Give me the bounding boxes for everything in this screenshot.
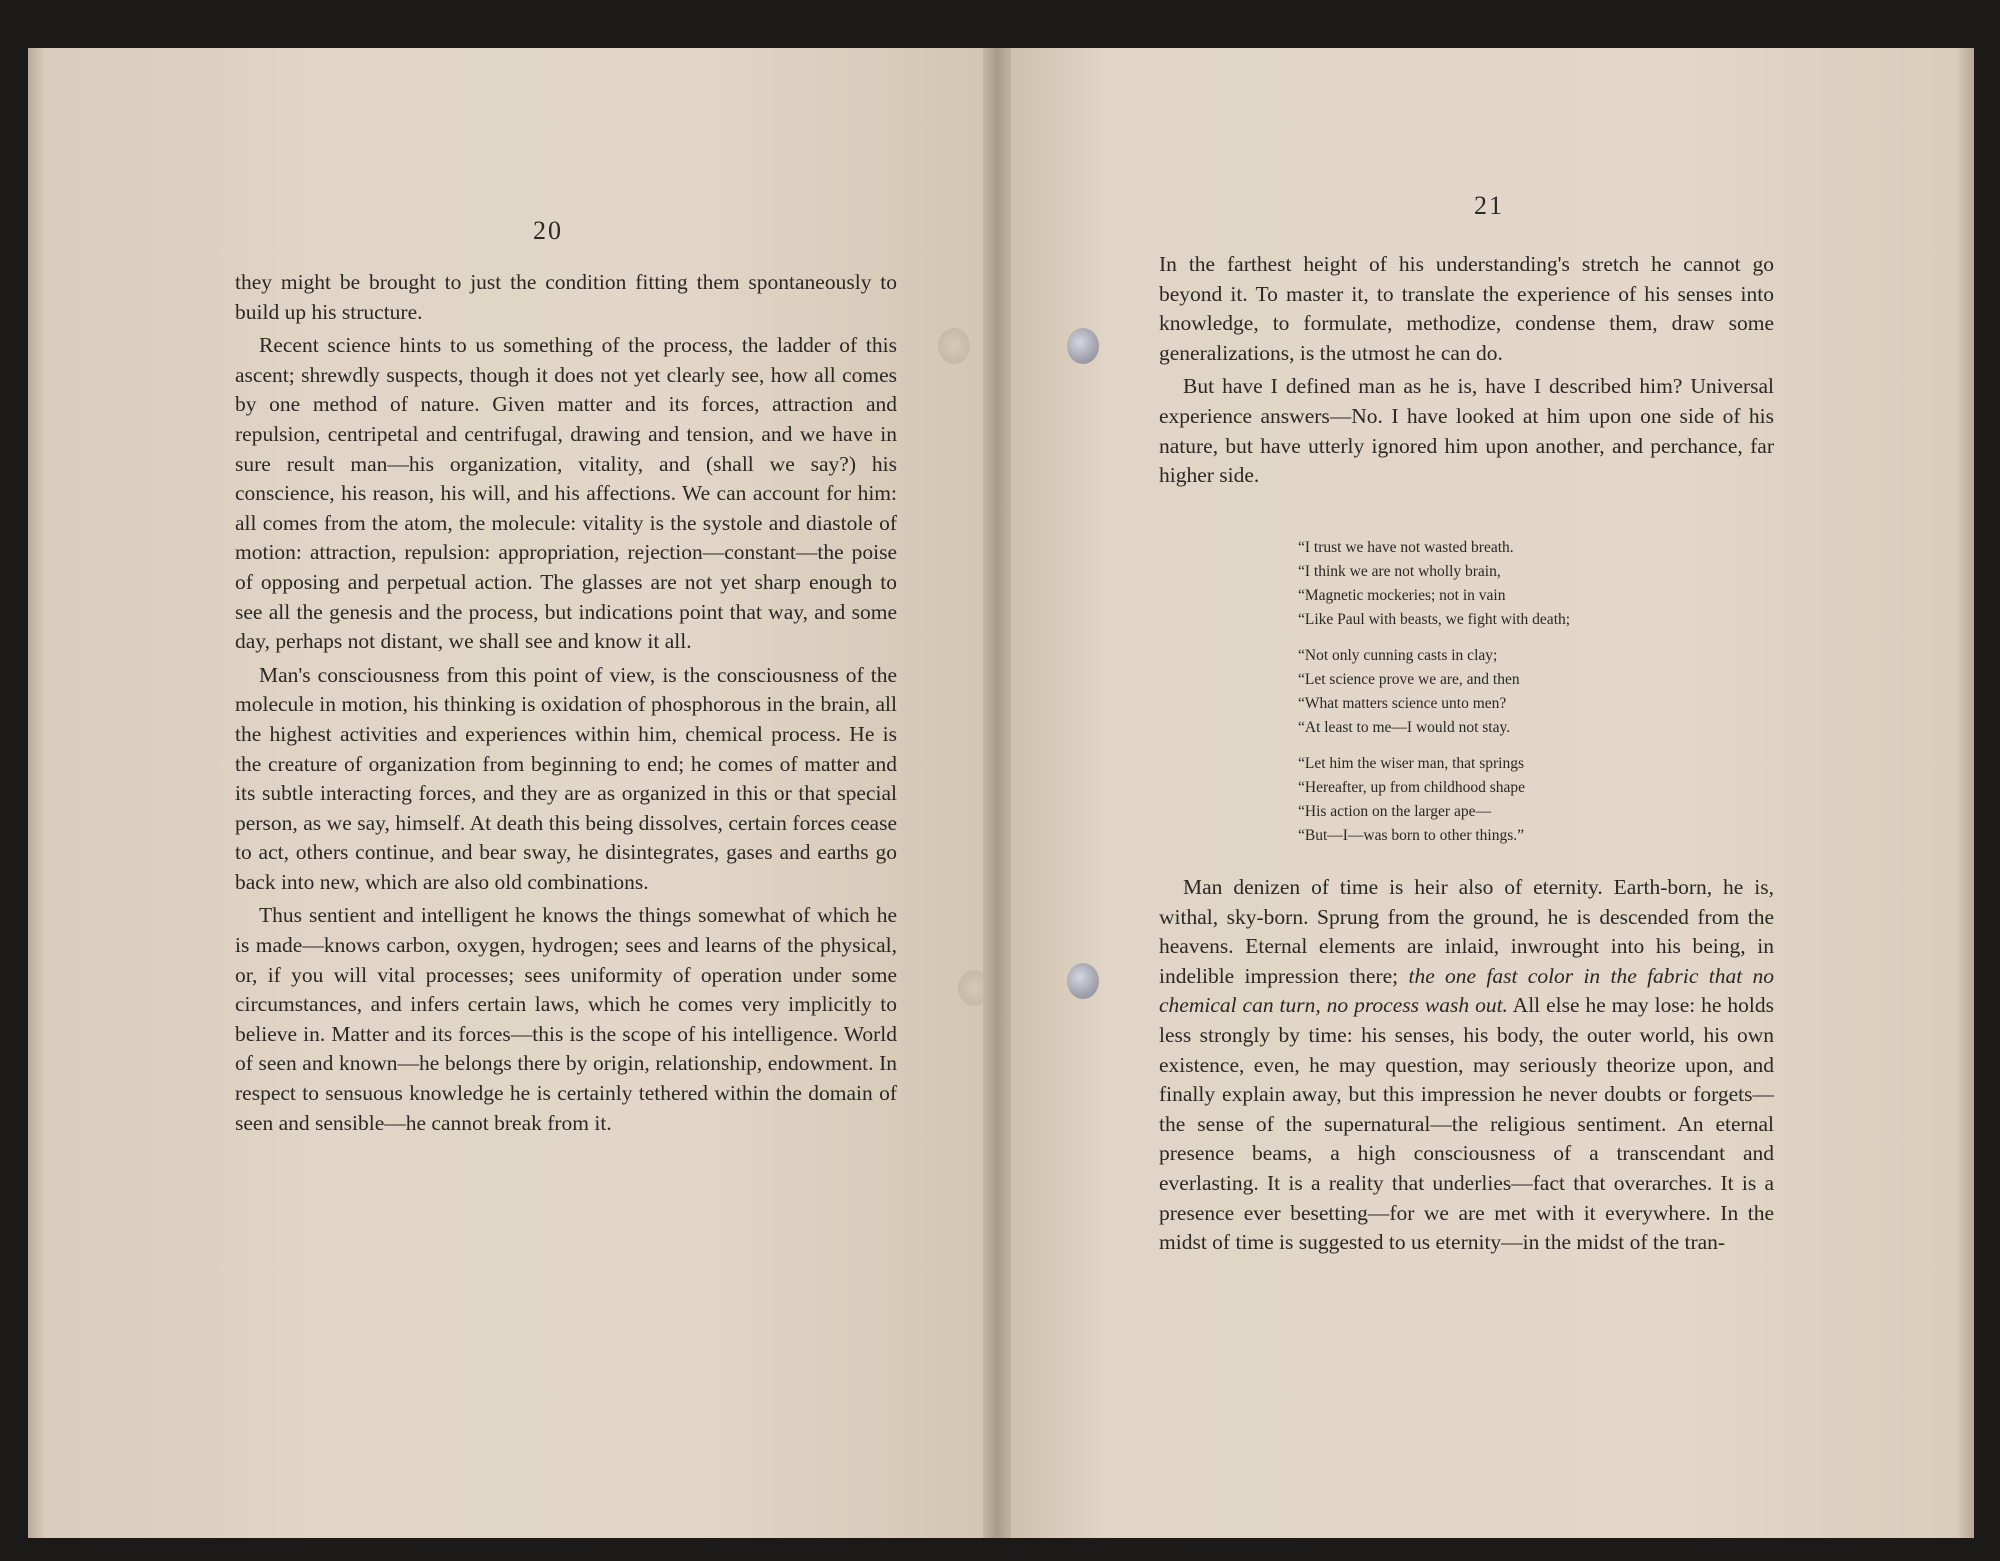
right-page [1011,48,1974,1538]
paragraph: In the farthest height of his understanding's stretch he cannot go beyond it. To master it, to translate the experience of his senses into knowledge, to formulate, methodize, condense them, draw some generalizations, is the utmost he can do. [1159,252,1774,365]
text-run: Man denizen of time is heir also of eternity. Earth-born, he is, withal, sky-born. Sprung from the ground, he is descended from the heavens. Eternal elements are inlaid, inwrought into his being, in indelible impression there; [1159,875,1774,988]
poem-line: “But—I—was born to other things.” [1298,827,1525,844]
right-page-body-bottom [1159,873,1774,1262]
binding-hole [1067,963,1099,999]
paragraph [1159,873,1774,1258]
poem-line: “At least to me—I would not stay. [1298,719,1511,736]
poem-stanza [1298,644,1570,740]
paragraph: they might be brought to just the condition fitting them spontaneously to build up his structure. [235,270,897,324]
right-page-body-top [1159,250,1774,495]
poem-line: “Like Paul with beasts, we fight with death; [1298,611,1571,628]
poem-stanza [1298,536,1570,632]
book-spread [28,48,1974,1538]
binding-hole [1067,328,1099,364]
poem-line: “Let him the wiser man, that springs [1298,755,1524,772]
poem-line: “Not only cunning casts in clay; [1298,647,1498,664]
page-number-right: 21 [1474,191,1504,220]
binding-hole-ghost [938,328,970,364]
poem-line: “Let science prove we are, and then [1298,671,1520,688]
paragraph: Recent science hints to us something of the process, the ladder of this ascent; shrewdly suspects, though it does not yet clearly see, how all comes by one method of nature. Given matter and its forces, attraction and repulsion, centripetal and centrifugal, drawing and tension, and we have in sure result man—his organization, vitality, and (shall we say?) his conscience, his reason, his will, and his affections. We can account for him: all comes from the atom, the molecule: vitality is the systole and diastole of motion: attraction, repulsion: appropriation, rejection—constant—the poise of opposing and perpetual action. The glasses are not yet sharp enough to see all the genesis and the process, but indications point that way, and some day, perhaps not distant, we shall see and know it all. [235,333,897,654]
poem-line: “His action on the larger ape— [1298,803,1491,820]
paragraph: But have I defined man as he is, have I described him? Universal experience answers—No. I have looked at him upon one side of his nature, but have utterly ignored him upon another, and perchance, far higher side. [1159,374,1774,488]
paragraph: Man's consciousness from this point of view, is the consciousness of the molecule in motion, his thinking is oxidation of phosphorous in the brain, all the highest activities and experiences within him, chemical process. He is the creature of organization from beginning to end; he comes of matter and its subtle interacting forces, and they are as organized in this or that special person, as we say, himself. At death this being dissolves, certain forces cease to act, others continue, and bear sway, he disintegrates, gases and earths go back into new, which are also old combinations. [235,662,897,894]
book-gutter [983,48,1011,1538]
left-page-body [235,268,897,1142]
left-page [28,48,983,1538]
poem-line: “What matters science unto men? [1298,695,1507,712]
page-number-left: 20 [533,216,563,245]
poem-line: “I think we are not wholly brain, [1298,563,1501,580]
italic-text-run: the one fast color in the fabric that no chemical can turn, no process wash out. [1159,963,1774,1018]
left-page-edge [28,48,44,1538]
poem-quotation [1298,536,1570,860]
poem-line: “Magnetic mockeries; not in vain [1298,587,1506,604]
poem-stanza [1298,752,1570,848]
right-page-edge [1956,48,1974,1538]
paragraph: Thus sentient and intelligent he knows the things somewhat of which he is made—knows carbon, oxygen, hydrogen; sees and learns of the physical, or, if you will vital processes; sees uniformity of operation under some circumstances, and infers certain laws, which he comes very implicitly to believe in. Matter and its forces—this is the scope of his intelligence. World of seen and known—he belongs there by origin, relationship, endowment. In respect to sensuous knowledge he is certainly tethered within the domain of seen and sensible—he cannot break from it. [235,903,897,1135]
poem-line: “Hereafter, up from childhood shape [1298,779,1526,796]
poem-line: “I trust we have not wasted breath. [1298,539,1514,556]
text-run: All else he may lose: he holds less strongly by time: his senses, his body, the outer world, his own existence, even, he may question, may seriously theorize upon, and finally explain away, but this impression he never doubts or forgets—the sense of the supernatural—the religious sentiment. An eternal presence beams, a high consciousness of a transcendant and everlasting. It is a reality that underlies—fact that overarches. It is a presence ever besetting—for we are met with it everywhere. In the midst of time is suggested to us eternity—in the midst of the tran- [1159,993,1774,1255]
